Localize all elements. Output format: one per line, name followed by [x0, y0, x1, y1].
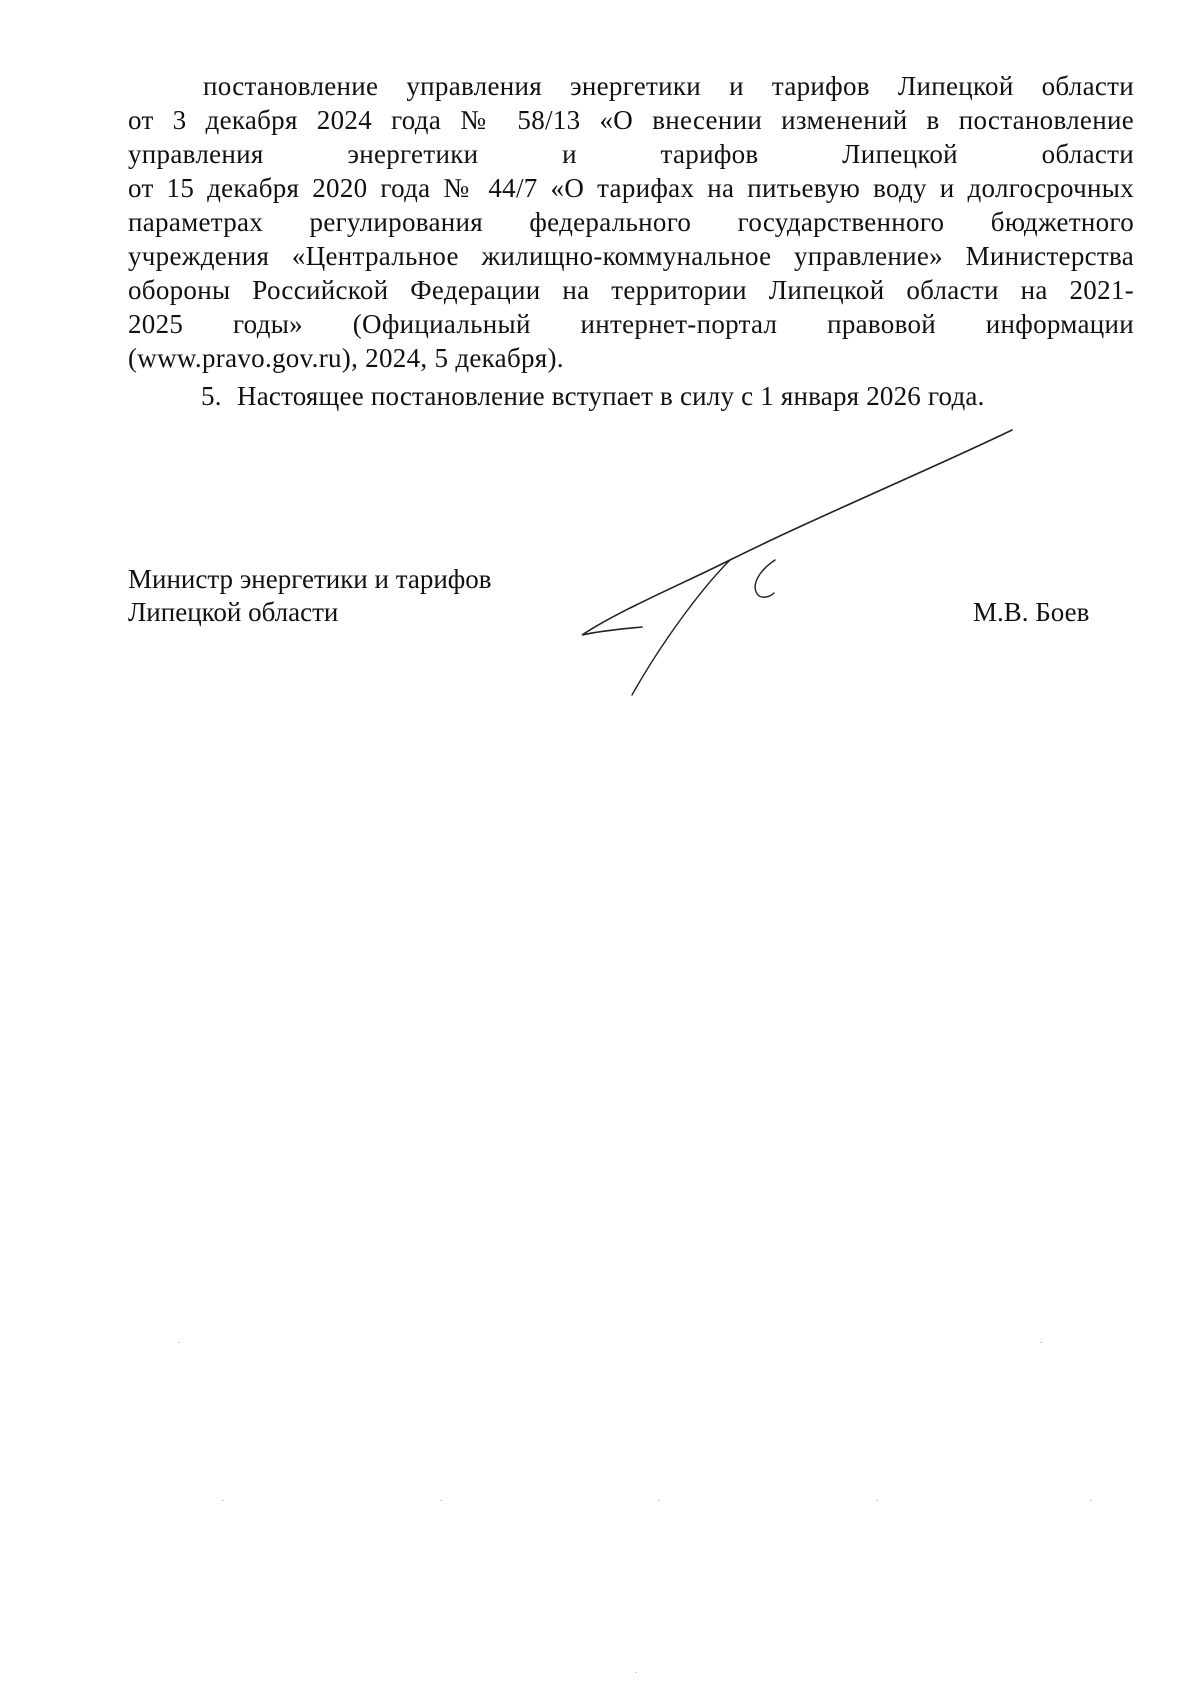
paragraph-line-9: (www.pravo.gov.ru), 2024, 5 декабря). [128, 343, 564, 373]
clause-5-text: Настоящее постановление вступает в силу с 1 января 2026 года. [237, 381, 985, 411]
scan-speck [876, 1500, 878, 1501]
clause-5 [201, 380, 985, 412]
scan-speck [658, 1500, 660, 1501]
scan-speck [178, 1342, 180, 1343]
scan-speck [1040, 1342, 1042, 1343]
scan-speck [635, 1672, 637, 1673]
paragraph-line-5: параметрах регулирования федерального государственного бюджетного [128, 207, 1134, 237]
paragraph-line-7: обороны Российской Федерации на территории Липецкой области на 2021- [128, 275, 1134, 305]
paragraph-line-4: от 15 декабря 2020 года № 44/7 «О тарифах на питьевую воду и долгосрочных [128, 173, 1134, 203]
paragraph-line-1: постановление управления энергетики и тарифов Липецкой области [203, 71, 1134, 101]
scan-speck [222, 1500, 224, 1501]
signatory-position-line-1: Министр энергетики и тарифов [128, 564, 492, 594]
paragraph-line-3: управления энергетики и тарифов Липецкой области [128, 139, 1134, 169]
paragraph-line-8: 2025 годы» (Официальный интернет-портал правовой информации [128, 309, 1134, 339]
paragraph-line-2: от 3 декабря 2024 года № 58/13 «О внесении изменений в постановление [128, 105, 1134, 135]
handwritten-signature [580, 425, 1020, 705]
paragraph-line-6: учреждения «Центральное жилищно-коммунальное управление» Министерства [128, 241, 1134, 271]
clause-5-number: 5. [201, 381, 222, 411]
signatory-position-line-2: Липецкой области [128, 597, 339, 627]
signatory-name: М.В. Боев [973, 597, 1090, 627]
scan-speck [440, 1500, 442, 1501]
scan-speck [1090, 1500, 1092, 1501]
